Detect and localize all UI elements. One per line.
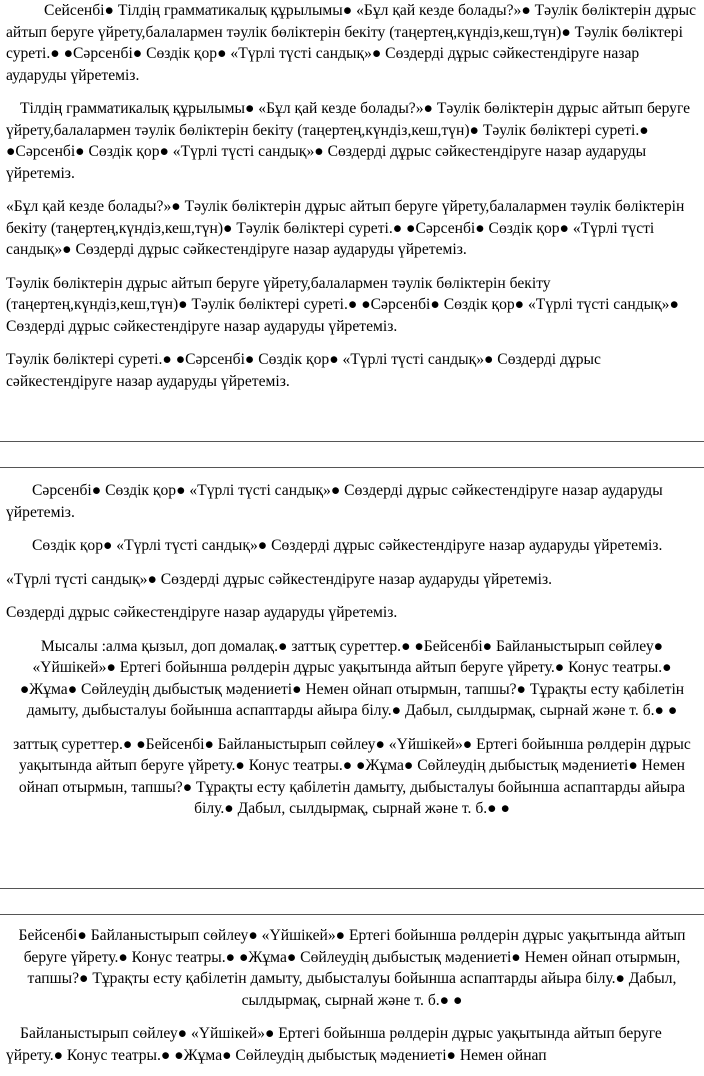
horizontal-divider (0, 888, 704, 889)
horizontal-divider (0, 467, 704, 468)
paragraph: Сәрсенбі● Сөздік қор● «Түрлі түсті сандық»● Сөздерді дұрыс сәйкестендіруге назар аударуды үйретеміз. (6, 482, 663, 521)
paragraph: заттық суреттер.● ●Бейсенбі● Байланыстырып сөйлеу● «Үйшікей»● Ертегі бойынша рөлдерін дұрыс уақытында айтып беруге үйрету.● Конус театры.● ●Жұма● Сөйлеудің дыбыстық мәдениеті● Немен ойнап отырмын, тапшы?● Тұрақты есту қабілетін дамыту, дыбысталуы бойынша аспаптарды айыра білу.● Дабыл, сылдырмақ, сырнай және т. б.● ● (13, 735, 691, 817)
section-2 (0, 480, 704, 820)
paragraph: Тәулік бөліктерін дұрыс айтып беруге үйрету,балалармен тәулік бөліктерін бекіту (таңертең,күндіз,кеш,түн)● Тәулік бөліктері суреті.● ●Сәрсенбі● Сөздік қор● «Түрлі түсті сандық»● Сөздерді дұрыс сәйкестендіруге назар аударуды үйретеміз. (6, 274, 679, 335)
paragraph: Сөздерді дұрыс сәйкестендіруге назар аударуды үйретеміз. (6, 604, 398, 621)
paragraph: Байланыстырып сөйлеу● «Үйшікей»● Ертегі бойынша рөлдерін дұрыс уақытында айтып беруге үйрету.● Конус театры.● ●Жұма● Сөйлеудің дыбыстық мәдениеті● Немен ойнап (6, 1025, 662, 1064)
section-3 (0, 925, 704, 1066)
paragraph: Бейсенбі● Байланыстырып сөйлеу● «Үйшікей»● Ертегі бойынша рөлдерін дұрыс уақытында айтып беруге үйрету.● Конус театры.● ●Жұма● Сөйлеудің дыбыстық мәдениеті● Немен ойнап отырмын, тапшы?● Тұрақты есту қабілетін дамыту, дыбысталуы бойынша аспаптарды айыра білу.● Дабыл, сылдырмақ, сырнай және т. б.● ● (18, 927, 686, 1009)
horizontal-divider (0, 441, 704, 442)
paragraph: «Бұл қай кезде болады?»● Тәулік бөліктерін дұрыс айтып беруге үйрету,балалармен тәулік бөліктерін бекіту (таңертең,күндіз,кеш,түн)● Тәулік бөліктері суреті.● ●Сәрсенбі● Сөздік қор● «Түрлі түсті сандық»● Сөздерді дұрыс сәйкестендіруге назар аударуды үйретеміз. (6, 198, 685, 258)
horizontal-divider (0, 914, 704, 915)
paragraph: Тілдің грамматикалық құрылымы● «Бұл қай кезде болады?»● Тәулік бөліктерін дұрыс айтып беруге үйрету,балалармен тәулік бөліктерін бекіту (таңертең,күндіз,кеш,түн)● Тәулік бөліктері суреті.● ●Сәрсенбі● Сөздік қор● «Түрлі түсті сандық»● Сөздерді дұрыс сәйкестендіруге назар аударуды үйретеміз. (6, 100, 691, 182)
paragraph: Сейсенбі● Тілдің грамматикалық құрылымы● «Бұл қай кезде болады?»● Тәулік бөліктерін дұрыс айтып беруге үйрету,балалармен тәулік бөліктерін бекіту (таңертең,күндіз,кеш,түн)● Тәулік бөліктері суреті.● ●Сәрсенбі● Сөздік қор● «Түрлі түсті сандық»● Сөздерді дұрыс сәйкестендіруге назар аударуды үйретеміз. (6, 2, 697, 84)
paragraph: Мысалы :алма қызыл, доп домалақ.● заттық суреттер.● ●Бейсенбі● Байланыстырып сөйлеу● «Үйшікей»● Ертегі бойынша рөлдерін дұрыс уақытында айтып беруге үйрету.● Конус театры.● ●Жұма● Сөйлеудің дыбыстық мәдениеті● Немен ойнап отырмын, тапшы?● Тұрақты есту қабілетін дамыту, дыбысталуы бойынша аспаптарды айыра білу.● Дабыл, сылдырмақ, сырнай және т. б.● ● (19, 637, 685, 719)
section-1 (0, 0, 704, 392)
paragraph: Тәулік бөліктері суреті.● ●Сәрсенбі● Сөздік қор● «Түрлі түсті сандық»● Сөздерді дұрыс сәйкестендіруге назар аударуды үйретеміз. (6, 351, 601, 390)
paragraph: Сөздік қор● «Түрлі түсті сандық»● Сөздерді дұрыс сәйкестендіруге назар аударуды үйретеміз. (32, 537, 663, 554)
paragraph: «Түрлі түсті сандық»● Сөздерді дұрыс сәйкестендіруге назар аударуды үйретеміз. (6, 570, 553, 588)
